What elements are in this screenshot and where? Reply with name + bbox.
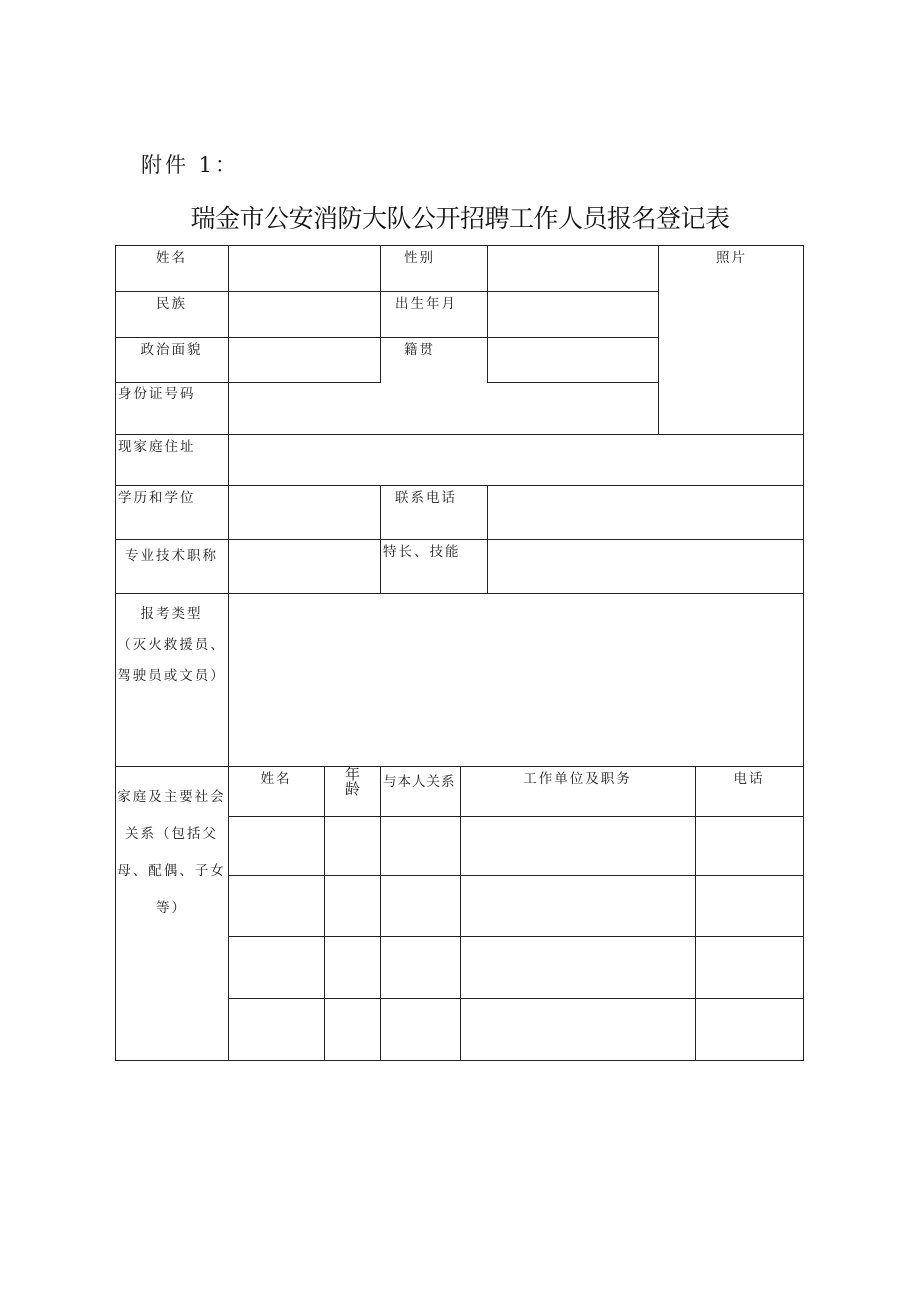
apply-type-line-3: 驾驶员或文员） (117, 668, 226, 684)
family-member-rows[interactable] (229, 817, 803, 1060)
skills-label: 特长、技能 (383, 544, 461, 560)
family-line-1: 家庭及主要社会 (117, 789, 226, 805)
birth-label: 出生年月 (395, 296, 457, 312)
professional-title-field[interactable] (229, 540, 380, 593)
id-number-field[interactable] (229, 383, 658, 434)
photo-area[interactable] (659, 266, 803, 434)
apply-type-line-2: （灭火救援员、 (117, 637, 226, 653)
photo-label: 照片 (716, 250, 747, 266)
family-relation-header: 与本人关系 (383, 774, 456, 790)
gender-field[interactable] (488, 246, 658, 291)
name-label: 姓名 (156, 250, 187, 266)
name-field[interactable] (229, 246, 380, 291)
apply-type-label (115, 605, 228, 685)
ethnicity-label: 民族 (156, 296, 187, 312)
form-title: 瑞金市公安消防大队公开招聘工作人员报名登记表 (190, 204, 730, 233)
political-status-field[interactable] (229, 338, 380, 382)
id-number-label: 身份证号码 (118, 386, 196, 402)
apply-type-line-1: 报考类型 (140, 606, 203, 622)
col-line (380, 485, 381, 594)
education-field[interactable] (229, 486, 380, 539)
ethnicity-field[interactable] (229, 292, 380, 337)
birth-field[interactable] (488, 292, 658, 337)
native-place-field[interactable] (488, 338, 658, 382)
address-label: 现家庭住址 (118, 439, 196, 455)
phone-field[interactable] (488, 486, 803, 539)
age-header-char-1: 年 (345, 765, 361, 783)
family-phone-header: 电话 (733, 771, 765, 787)
table-border-top (115, 245, 804, 246)
skills-field[interactable] (488, 540, 803, 593)
age-header-char-2: 龄 (345, 780, 361, 798)
professional-title-label: 专业技术职称 (125, 548, 218, 564)
family-line-4: 等） (156, 900, 187, 916)
phone-label: 联系电话 (395, 490, 457, 506)
family-line-2: 关系（包括父 (125, 826, 218, 842)
family-age-header (345, 767, 363, 797)
family-name-header: 姓名 (260, 771, 292, 787)
education-label: 学历和学位 (118, 490, 196, 506)
native-place-label: 籍贯 (404, 342, 435, 358)
political-status-label: 政治面貌 (140, 342, 203, 358)
family-line-3: 母、配偶、子女 (117, 863, 226, 879)
col-line (380, 245, 381, 383)
address-field[interactable] (229, 435, 803, 485)
table-border-right (803, 245, 804, 1061)
gender-label: 性别 (404, 250, 435, 266)
apply-type-field[interactable] (229, 594, 803, 766)
attachment-label: 附件 1： (141, 153, 240, 177)
family-work-header: 工作单位及职务 (523, 771, 632, 787)
family-relations-label (115, 788, 228, 917)
